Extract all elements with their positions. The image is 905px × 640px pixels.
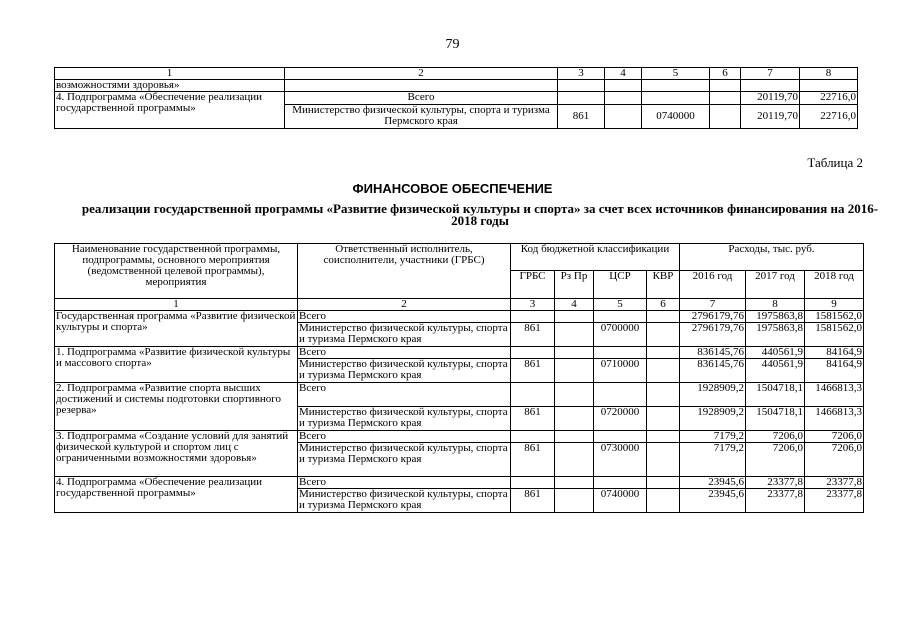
col-num: 7: [680, 299, 746, 311]
row-name: 4. Подпрограмма «Обеспечение реализации государственной программы»: [55, 92, 285, 129]
grbs: 861: [511, 407, 555, 431]
col-num: 8: [800, 68, 858, 80]
executor: Министерство физической культуры, спорта и туризма Пермского края: [298, 323, 511, 347]
csr: 0700000: [594, 323, 647, 347]
value-2017: 22716,0: [800, 92, 858, 105]
table-header-row: [55, 244, 864, 271]
continued-table: [54, 67, 858, 129]
header-grbs: ГРБС: [511, 271, 555, 299]
value-2018: 84164,9: [805, 347, 864, 359]
value-2016: 836145,76: [680, 359, 746, 383]
grbs: 861: [511, 323, 555, 347]
table-row: [55, 383, 864, 407]
value-2018: 1581562,0: [805, 323, 864, 347]
total-label: Всего: [298, 347, 511, 359]
row-name: 4. Подпрограмма «Обеспечение реализации государственной программы»: [55, 477, 298, 513]
col-num: 4: [605, 68, 642, 80]
heading: ФИНАНСОВОЕ ОБЕСПЕЧЕНИЕ: [352, 181, 553, 196]
value-2018: 1466813,3: [805, 407, 864, 431]
value-2017: 7206,0: [746, 443, 805, 477]
value-2017: 1504718,1: [746, 407, 805, 431]
row-name: 2. Подпрограмма «Развитие спорта высших достижений и системы подготовки спортивного резерва»: [55, 383, 298, 431]
executor: Министерство физической культуры, спорта и туризма Пермского края: [298, 489, 511, 513]
header-2018: 2018 год: [805, 271, 864, 299]
value-2016: 2796179,76: [680, 323, 746, 347]
value-2017: 440561,9: [746, 359, 805, 383]
header-rzpr: Рз Пр: [555, 271, 594, 299]
total-label: Всего: [298, 477, 511, 489]
value-2018: 7206,0: [805, 443, 864, 477]
table-row: [55, 92, 858, 105]
col-num: 1: [55, 299, 298, 311]
csr: 0740000: [642, 105, 710, 129]
csr: 0730000: [594, 443, 647, 477]
header-name: Наименование государственной программы, подпрограммы, основного мероприятия (ведомственной целевой программы), мероприятия: [55, 244, 298, 299]
csr: 0720000: [594, 407, 647, 431]
value-2016: 7179,2: [680, 431, 746, 443]
value-2017: 23377,8: [746, 489, 805, 513]
value-2016: 20119,70: [741, 105, 800, 129]
col-num: 8: [746, 299, 805, 311]
table-row: [55, 347, 864, 359]
value-2017: 23377,8: [746, 477, 805, 489]
total-label: Всего: [285, 92, 558, 105]
executor: Министерство физической культуры, спорта и туризма Пермского края: [298, 407, 511, 431]
executor: Министерство физической культуры, спорта и туризма Пермского края: [298, 359, 511, 383]
table-row: [55, 311, 864, 323]
value-2016: 2796179,76: [680, 311, 746, 323]
table-num-row: [55, 299, 864, 311]
row-name: Государственная программа «Развитие физической культуры и спорта»: [55, 311, 298, 347]
value-2016: 836145,76: [680, 347, 746, 359]
value-2018: 1466813,3: [805, 383, 864, 407]
value-2016: 23945,6: [680, 477, 746, 489]
total-label: Всего: [298, 383, 511, 407]
value-2017: 440561,9: [746, 347, 805, 359]
value-2018: 7206,0: [805, 431, 864, 443]
csr: 0710000: [594, 359, 647, 383]
executor: Министерство физической культуры, спорта и туризма Пермского края: [285, 105, 558, 129]
header-2017: 2017 год: [746, 271, 805, 299]
row-name: 1. Подпрограмма «Развитие физической культуры и массового спорта»: [55, 347, 298, 383]
value-2016: 1928909,2: [680, 407, 746, 431]
col-num: 5: [642, 68, 710, 80]
financing-table: [54, 243, 864, 513]
header-csr: ЦСР: [594, 271, 647, 299]
value-2016: 7179,2: [680, 443, 746, 477]
header-2016: 2016 год: [680, 271, 746, 299]
value-2016: 20119,70: [741, 92, 800, 105]
csr: 0740000: [594, 489, 647, 513]
row-name: возможностями здоровья»: [55, 80, 285, 92]
grbs: 861: [511, 443, 555, 477]
col-num: 6: [710, 68, 741, 80]
col-num: 2: [298, 299, 511, 311]
col-num: 5: [594, 299, 647, 311]
col-num: 7: [741, 68, 800, 80]
col-num: 9: [805, 299, 864, 311]
value-2016: 1928909,2: [680, 383, 746, 407]
value-2018: 84164,9: [805, 359, 864, 383]
value-2016: 23945,6: [680, 489, 746, 513]
row-name: 3. Подпрограмма «Создание условий для занятий физической культурой и спортом лиц с ограниченными возможностями здоровья»: [55, 431, 298, 477]
col-num: 1: [55, 68, 285, 80]
value-2017: 1975863,8: [746, 323, 805, 347]
value-2018: 1581562,0: [805, 311, 864, 323]
table-row: [55, 80, 858, 92]
subheading: реализации государственной программы «Развитие физической культуры и спорта» за счет всех источников финансирования на 2016-2018 годы: [81, 201, 879, 228]
executor: Министерство физической культуры, спорта и туризма Пермского края: [298, 443, 511, 477]
header-code: Код бюджетной классификации: [511, 244, 680, 271]
value-2018: 23377,8: [805, 489, 864, 513]
value-2017: 22716,0: [800, 105, 858, 129]
grbs: 861: [558, 105, 605, 129]
page-number: 79: [445, 37, 460, 52]
header-kvr: КВР: [647, 271, 680, 299]
value-2018: 23377,8: [805, 477, 864, 489]
value-2017: 1975863,8: [746, 311, 805, 323]
col-num: 2: [285, 68, 558, 80]
col-num: 3: [558, 68, 605, 80]
value-2017: 7206,0: [746, 431, 805, 443]
col-num: 3: [511, 299, 555, 311]
table-row: [55, 431, 864, 443]
col-num: 4: [555, 299, 594, 311]
header-expenses: Расходы, тыс. руб.: [680, 244, 864, 271]
total-label: Всего: [298, 431, 511, 443]
col-num: 6: [647, 299, 680, 311]
grbs: 861: [511, 489, 555, 513]
grbs: 861: [511, 359, 555, 383]
value-2017: 1504718,1: [746, 383, 805, 407]
header-executor: Ответственный исполнитель, соисполнители, участники (ГРБС): [298, 244, 511, 299]
table-header-row: [55, 68, 858, 80]
table-label: Таблица 2: [807, 155, 863, 170]
total-label: Всего: [298, 311, 511, 323]
table-row: [55, 477, 864, 489]
